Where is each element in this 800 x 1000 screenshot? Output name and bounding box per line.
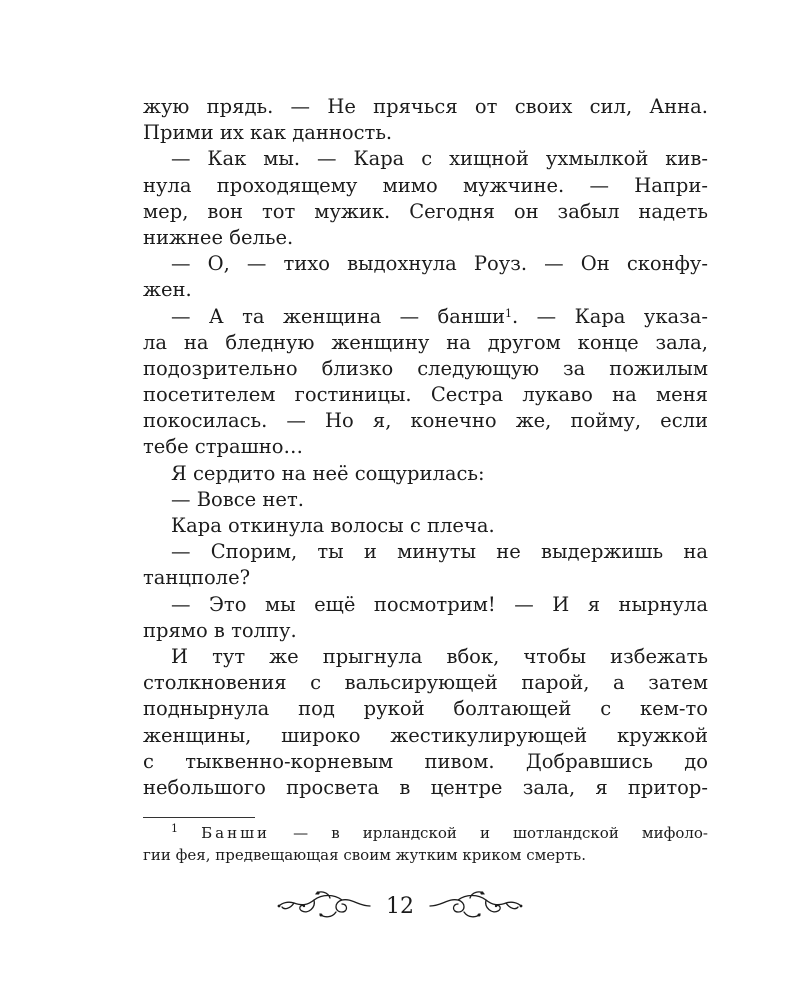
body-line: нижнее белье. [143, 225, 294, 249]
body-line: ла на бледную женщину на другом конце зала, [143, 330, 708, 354]
body-line: жен. [143, 278, 192, 302]
page-body [143, 94, 708, 801]
body-line: нула проходящему мимо мужчине. — Напри- [143, 173, 708, 197]
body-line: — Вовсе нет. [171, 487, 304, 511]
footnote-term: Банши [201, 824, 271, 842]
body-line: танцполе? [143, 566, 251, 590]
body-line: — Спорим, ты и минуты не выдержишь на [171, 540, 708, 564]
body-line: мер, вон тот мужик. Сегодня он забыл надеть [143, 199, 708, 223]
footnote-line: гии фея, предвещающая своим жутким криком смерть. [143, 846, 586, 864]
body-line: поднырнула под рукой болтающей с кем-то [143, 697, 708, 721]
body-line [143, 304, 708, 330]
body-line: столкновения с вальсирующей парой, а затем [143, 671, 708, 695]
body-line: тебе страшно… [143, 435, 303, 459]
body-line: небольшого просвета в центре зала, я притор- [143, 775, 708, 799]
footnote [143, 822, 708, 866]
body-line: жую прядь. — Не прячься от своих сил, Анна. [143, 95, 708, 118]
body-line-part: . — Кара указа- [512, 304, 708, 328]
flourish-left-icon [274, 886, 374, 926]
body-line: Прими их как данность. [143, 121, 393, 145]
body-line: с тыквенно-корневым пивом. Добравшись до [143, 749, 708, 773]
body-line: Кара откинула волосы с плеча. [171, 514, 495, 537]
body-line: подозрительно близко следующую за пожилым [143, 356, 708, 380]
body-line: прямо в толпу. [143, 618, 297, 642]
body-line: покосилась. — Но я, конечно же, пойму, если [143, 409, 708, 433]
footnote-text: — в ирландской и шотландской мифоло- [270, 824, 708, 842]
body-line: И тут же прыгнула вбок, чтобы избежать [171, 644, 708, 668]
body-line-part: — А та женщина — банши [171, 304, 506, 328]
flourish-right-icon [426, 886, 526, 926]
footnote-marker: 1 [171, 822, 178, 835]
footnote-divider [143, 817, 255, 818]
page-number: 12 [386, 893, 414, 919]
body-line: Я сердито на неё сощурилась: [171, 461, 485, 485]
body-line: женщины, широко жестикулирующей кружкой [143, 723, 708, 747]
body-line: — Это мы ещё посмотрим! — И я нырнула [171, 592, 708, 616]
body-line: посетителем гостиницы. Сестра лукаво на меня [143, 383, 708, 407]
body-line: — Как мы. — Кара с хищной ухмылкой кив- [171, 147, 708, 171]
footnote-line [143, 822, 708, 844]
footnote-reference[interactable]: 1 [505, 306, 513, 320]
body-line: — О, — тихо выдохнула Роуз. — Он сконфу- [171, 252, 708, 276]
page-folio [0, 884, 800, 928]
